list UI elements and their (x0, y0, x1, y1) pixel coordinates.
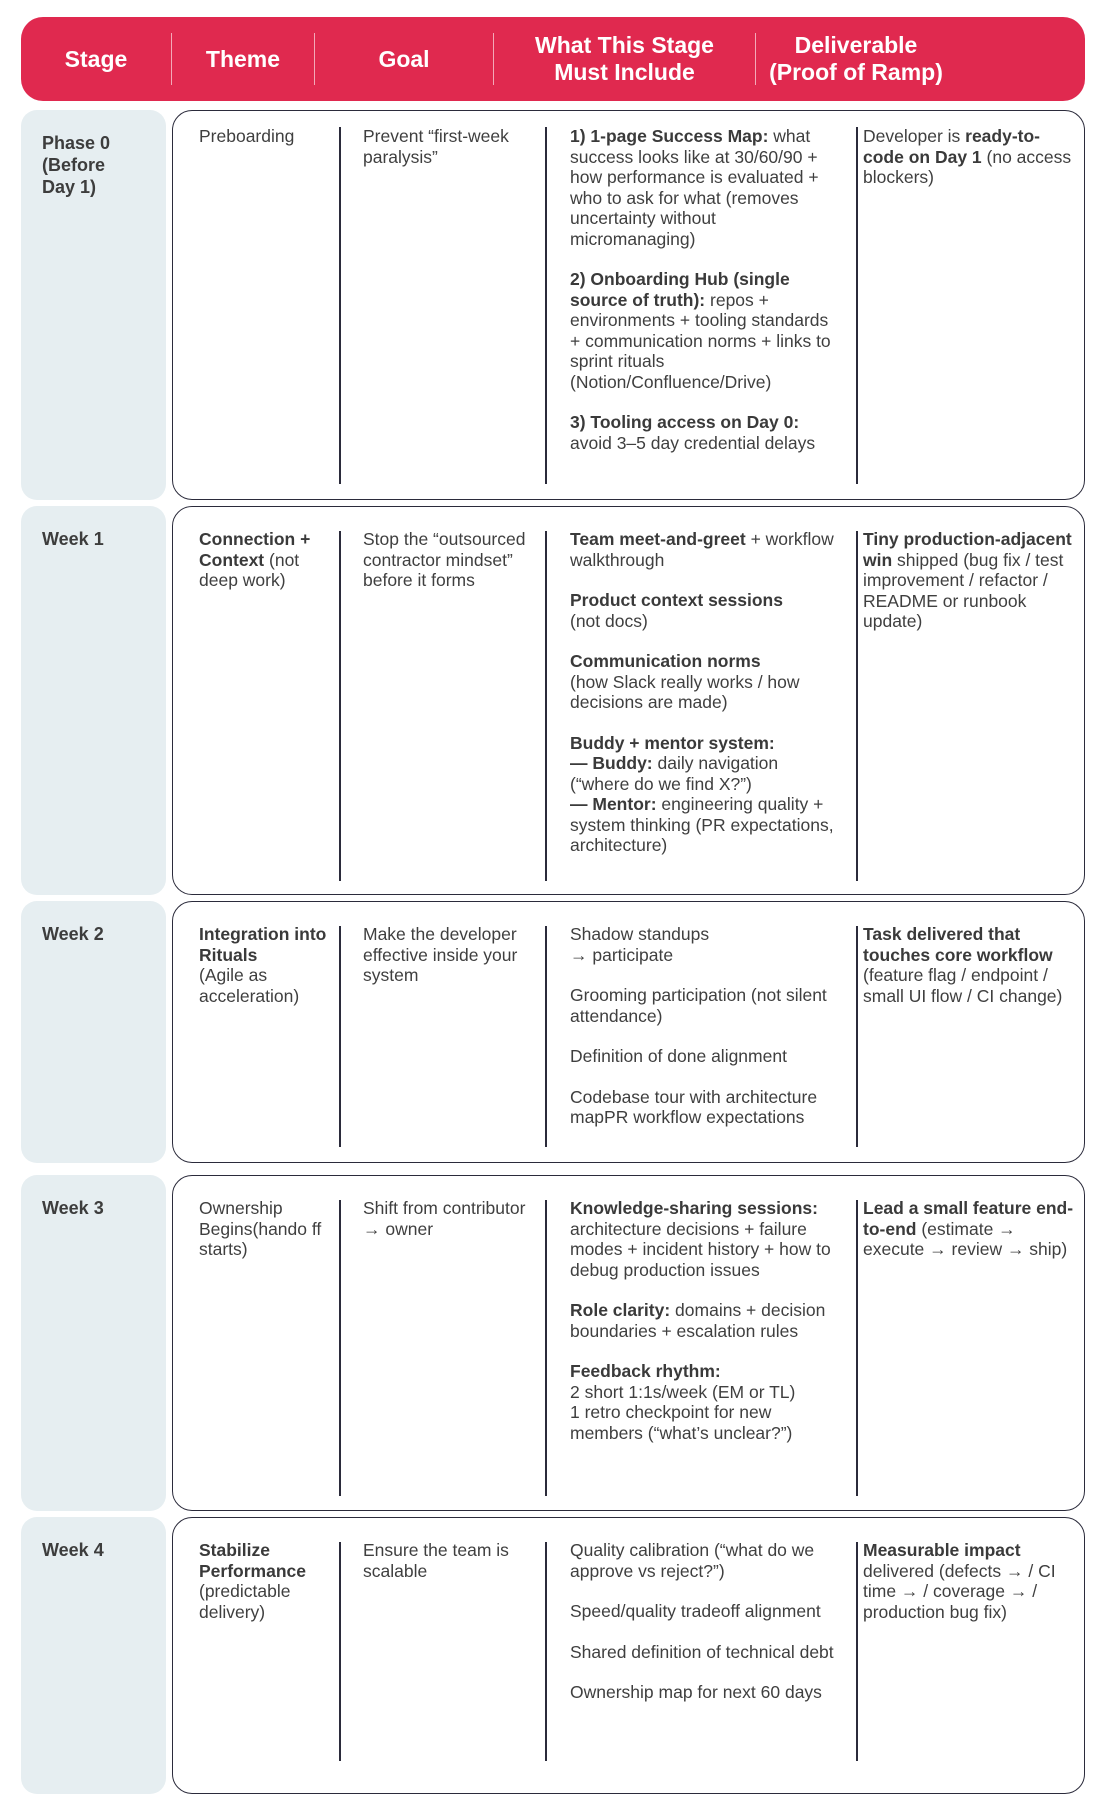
bold-text: Connection + Context (199, 529, 311, 570)
include-item (570, 733, 840, 856)
text: Ownership map for next 60 days (570, 1682, 822, 1702)
column-divider (856, 1542, 858, 1761)
column-divider (339, 1542, 341, 1761)
text: (estimate → execute → review → ship) (863, 1218, 1068, 1259)
theme-cell (199, 1198, 329, 1260)
bold-text: Task delivered that touches core workflow (863, 924, 1053, 965)
column-divider (545, 926, 547, 1147)
text: Quality calibration (“what do we approve vs reject?”) (570, 1540, 815, 1581)
stage-label: Phase 0 (Before Day 1) (21, 110, 166, 500)
text: Definition of done alignment (570, 1046, 787, 1066)
theme-cell (199, 126, 329, 147)
include-item (570, 1087, 840, 1128)
stage-label: Week 1 (21, 506, 166, 895)
bold-text: Knowledge-sharing sessions: (570, 1198, 818, 1218)
column-divider (339, 127, 341, 484)
stage-row-card (172, 1175, 1085, 1511)
header-goal: Goal (378, 45, 430, 72)
include-item (570, 1361, 840, 1443)
text: (Agile as acceleration) (199, 965, 300, 1006)
include-item (570, 651, 840, 713)
goal-cell: Prevent “first-week paralysis” (363, 126, 509, 167)
column-divider (339, 531, 341, 881)
include-item (570, 1300, 840, 1341)
header-theme: Theme (205, 45, 281, 72)
column-divider (856, 127, 858, 484)
include-item (570, 985, 840, 1026)
text: Codebase tour with architecture mapPR workflow expectations (570, 1086, 818, 1127)
include-cell (570, 529, 840, 856)
text: Shadow standups → participate (570, 924, 710, 965)
bold-text: Role clarity: (570, 1300, 671, 1320)
text: Preboarding (199, 126, 295, 146)
table-header (21, 17, 1085, 101)
bold-text: Measurable impact (863, 1540, 1021, 1560)
header-include: What This Stage Must Include (535, 32, 714, 85)
column-divider (856, 926, 858, 1147)
include-cell (570, 1198, 840, 1443)
include-item (570, 1642, 840, 1663)
include-item (570, 269, 840, 392)
column-divider (856, 1200, 858, 1496)
stage-row-card (172, 901, 1085, 1163)
column-divider (339, 1200, 341, 1496)
text: + workflow walkthrough (570, 529, 834, 570)
bold-text: Communication norms (570, 651, 761, 671)
bold-text: 2) Onboarding Hub (single source of truth): (570, 269, 790, 310)
include-item (570, 1682, 840, 1703)
include-item (570, 529, 840, 570)
include-item (570, 1540, 840, 1581)
bold-text: Lead a small feature end-to-end (863, 1198, 1074, 1239)
stage-label: Week 2 (21, 901, 166, 1163)
deliverable-cell (863, 529, 1078, 632)
goal-cell: Shift from contributor → owner (363, 1198, 526, 1239)
text: (how Slack really works / how decisions are made) (570, 671, 800, 712)
text: domains + decision boundaries + escalation rules (570, 1300, 826, 1341)
text: (predictable delivery) (199, 1581, 291, 1622)
bold-text: — Mentor: (570, 794, 657, 814)
text: repos + environments + tooling standards + communication norms + links to sprint rituals (Notion/Confluence/Drive) (570, 289, 831, 392)
bold-text: Feedback rhythm: (570, 1361, 721, 1381)
bold-text: — Buddy: (570, 753, 653, 773)
bold-text: Tiny production-adjacent win (863, 529, 1072, 570)
goal-cell: Make the developer effective inside your system (363, 924, 518, 985)
bold-text: 3) Tooling access on Day 0: (570, 412, 800, 432)
text: (not docs) (570, 610, 648, 631)
include-cell (570, 924, 840, 1128)
column-divider (545, 531, 547, 881)
include-cell (570, 126, 840, 453)
include-item (570, 1046, 840, 1067)
text: shipped (bug fix / test improvement / refactor / README or runbook update) (863, 549, 1064, 631)
stage-label: Week 3 (21, 1175, 166, 1511)
bold-text: 1) 1-page Success Map: (570, 126, 769, 146)
deliverable-cell (863, 126, 1078, 188)
include-item (570, 590, 840, 631)
column-divider (545, 1200, 547, 1496)
bold-text: Team meet-and-greet (570, 529, 746, 549)
stage-row-card (172, 506, 1085, 895)
theme-cell (199, 1540, 329, 1622)
text: (not deep work) (199, 549, 300, 590)
include-item (570, 924, 840, 965)
text: Speed/quality tradeoff alignment (570, 1601, 821, 1621)
text: Ownership Begins(hando ff starts) (199, 1198, 322, 1259)
text: 2 short 1:1s/week (EM or TL) 1 retro checkpoint for new members (“what’s unclear?”) (570, 1381, 796, 1443)
text: (feature flag / endpoint / small UI flow / CI change) (863, 965, 1063, 1006)
text: daily navigation (“where do we find X?”) (570, 753, 779, 794)
bold-text: Stabilize Performance (199, 1540, 306, 1581)
text: Grooming participation (not silent attendance) (570, 985, 827, 1026)
header-deliverable: Deliverable (Proof of Ramp) (769, 32, 943, 85)
column-divider (856, 531, 858, 881)
include-item (570, 412, 840, 453)
deliverable-cell (863, 924, 1078, 1006)
text: Shared definition of technical debt (570, 1641, 834, 1662)
text: (no access blockers) (863, 146, 1072, 187)
stage-label: Week 4 (21, 1517, 166, 1794)
theme-cell (199, 924, 329, 1006)
column-divider (545, 127, 547, 484)
column-divider (545, 1542, 547, 1761)
text: architecture decisions + failure modes + incident history + how to debug production issues (570, 1218, 831, 1280)
text: delivered (defects → / CI time → / coverage → / production bug fix) (863, 1560, 1056, 1622)
bold-text: Integration into Rituals (199, 924, 327, 965)
theme-cell (199, 529, 329, 591)
stage-row-card (172, 1517, 1085, 1794)
bold-text: ready-to-code on Day 1 (863, 126, 1041, 167)
include-item (570, 1198, 840, 1280)
text: avoid 3–5 day credential delays (570, 432, 816, 453)
include-item (570, 1601, 840, 1622)
bold-text: Buddy + mentor system: (570, 732, 775, 753)
goal-cell: Ensure the team is scalable (363, 1540, 509, 1581)
text: Developer is (863, 126, 966, 146)
deliverable-cell (863, 1540, 1078, 1622)
text: what success looks like at 30/60/90 + how performance is evaluated + who to ask for what (removes uncertainty without micromanaging) (570, 126, 819, 249)
bold-text: Product context sessions (570, 590, 783, 610)
deliverable-cell (863, 1198, 1078, 1260)
text: engineering quality + system thinking (PR expectations, architecture) (570, 794, 834, 855)
include-item (570, 126, 840, 249)
include-cell (570, 1540, 840, 1703)
column-divider (339, 926, 341, 1147)
stage-row-card (172, 110, 1085, 500)
header-stage: Stage (64, 45, 128, 72)
goal-cell: Stop the “outsourced contractor mindset” before it forms (363, 529, 526, 590)
